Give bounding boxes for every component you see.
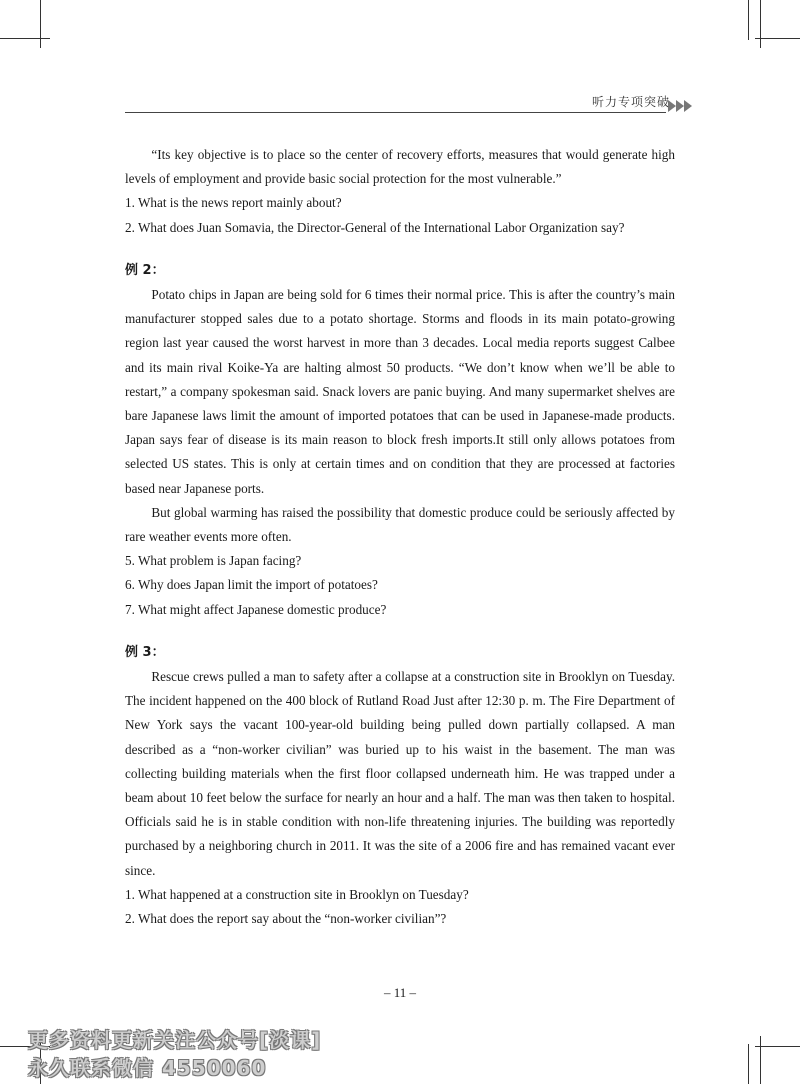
watermark-line: 永久联系微信 4550060 xyxy=(28,1056,267,1080)
section-label: 听力专项突破 xyxy=(591,95,670,109)
crop-mark xyxy=(760,0,761,48)
paragraph: Potato chips in Japan are being sold for 6 times their normal price. This is after the country’s main manufacturer stopped sales due to a potato shortage. Storms and floods in its main potato-growing region last year caused the worst harvest in more than 3 decades. Local media reports suggest Calbee and its main rival Koike-Ya are halting almost 50 products. “We don’t know when we’ll be able to restart,” a company spokesman said. Snack lovers are panic buying. And many supermarket shelves are bare Japanese laws limit the amount of imported potatoes that can be used in Japanese-made products. Japan says fear of disease is its main reason to block fresh imports.It still only allows potatoes from selected US states. This is only at certain times and on condition that they are processed at factories based near Japanese ports. xyxy=(125,287,675,496)
crop-mark xyxy=(0,38,50,39)
example-label: 例 2： xyxy=(125,262,165,278)
watermark-line: 更多资料更新关注公众号[淡课] xyxy=(28,1028,322,1052)
header-divider xyxy=(125,112,666,113)
paragraph: “Its key objective is to place so the center of recovery efforts, measures that would generate high levels of employment and provide basic social protection for the most vulnerable.” xyxy=(125,147,675,187)
question: 2. What does the report say about the “non-worker civilian”? xyxy=(125,911,447,927)
question: 7. What might affect Japanese domestic produce? xyxy=(125,601,387,617)
question: 6. Why does Japan limit the import of potatoes? xyxy=(125,577,378,593)
example-label: 例 3： xyxy=(125,644,165,660)
question: 1. What is the news report mainly about? xyxy=(125,195,342,211)
triple-arrow-icon xyxy=(668,100,692,112)
paragraph: Rescue crews pulled a man to safety after a collapse at a construction site in Brooklyn on Tuesday. The incident happened on the 400 block of Rutland Road Just after 12:30 p. m. The Fire Department of New York says the vacant 100-year-old building being pulled down partially collapsed. A man described as a “non-worker civilian” was buried up to his waist in the basement. The man was collecting building materials when the first floor collapsed underneath him. He was trapped under a beam about 10 feet below the surface for nearly an hour and a half. The man was then taken to hospital. Officials said he is in stable condition with non-life threatening injuries. The building was reportedly purchased by a neighboring church in 2011. It was the site of a 2006 fire and has remained vacant ever since. xyxy=(125,669,675,878)
crop-mark xyxy=(748,0,749,40)
crop-mark xyxy=(755,1046,800,1047)
paragraph: But global warming has raised the possibility that domestic produce could be seriously affected by rare weather events more often. xyxy=(125,504,675,545)
crop-mark xyxy=(755,38,800,39)
page-number: – 11 – xyxy=(383,985,417,1000)
question: 2. What does Juan Somavia, the Director-General of the International Labor Organization say? xyxy=(125,219,625,235)
question: 1. What happened at a construction site in Brooklyn on Tuesday? xyxy=(125,886,469,902)
crop-mark xyxy=(40,0,41,48)
page-body xyxy=(125,143,675,931)
crop-mark xyxy=(748,1044,749,1084)
crop-mark xyxy=(760,1036,761,1084)
question: 5. What problem is Japan facing? xyxy=(125,553,302,569)
